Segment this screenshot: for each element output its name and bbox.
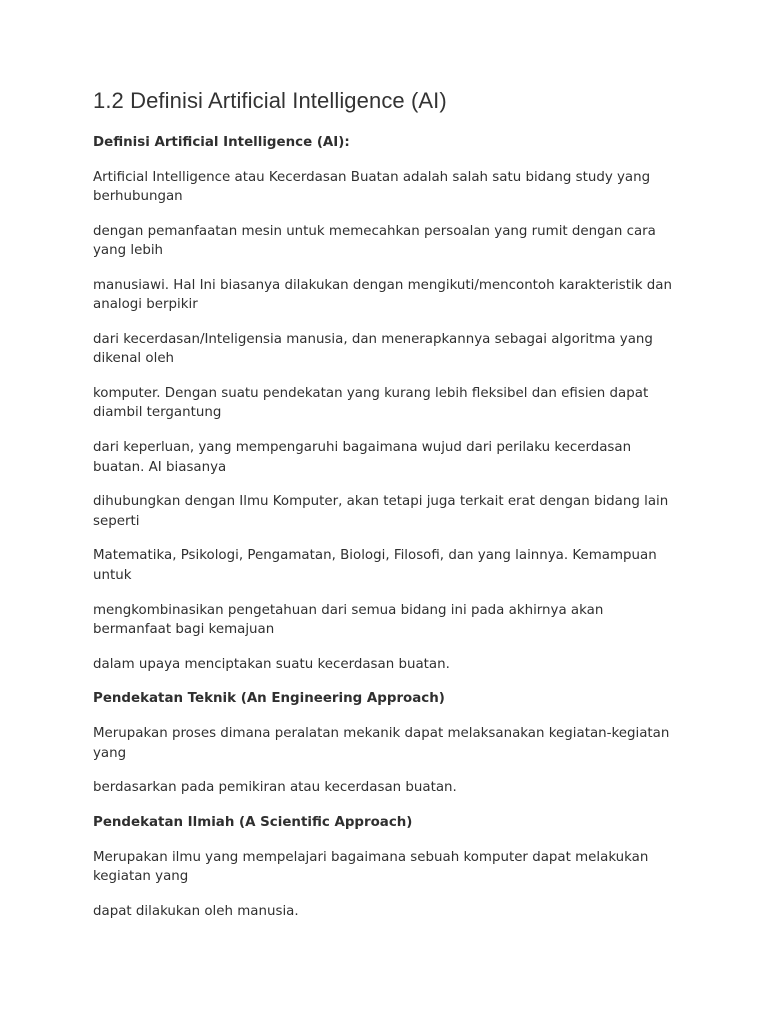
- body-paragraph: dari keperluan, yang mempengaruhi bagaimana wujud dari perilaku kecerdasan buatan. AI biasanya: [93, 440, 632, 475]
- document-page: [93, 86, 683, 937]
- body-paragraph: Merupakan ilmu yang mempelajari bagaimana sebuah komputer dapat melakukan kegiatan yang: [93, 849, 649, 885]
- body-paragraph: manusiawi. Hal Ini biasanya dilakukan dengan mengikuti/mencontoh karakteristik dan analogi berpikir: [93, 277, 672, 313]
- body-paragraph: Artificial Intelligence atau Kecerdasan Buatan adalah salah satu bidang study yang berhubungan: [93, 169, 651, 205]
- body-paragraph: Merupakan proses dimana peralatan mekanik dapat melaksanakan kegiatan-kegiatan yang: [93, 726, 670, 761]
- section-heading-scientific-approach: Pendekatan Ilmiah (A Scientific Approach): [93, 815, 413, 831]
- body-paragraph: komputer. Dengan suatu pendekatan yang kurang lebih fleksibel dan efisien dapat diambil tergantung: [93, 386, 649, 421]
- body-paragraph: dapat dilakukan oleh manusia.: [93, 904, 299, 920]
- body-paragraph: Matematika, Psikologi, Pengamatan, Biologi, Filosofi, dan yang lainnya. Kemampuan untuk: [93, 548, 657, 583]
- body-paragraph: berdasarkan pada pemikiran atau kecerdasan buatan.: [93, 780, 457, 796]
- body-paragraph: mengkombinasikan pengetahuan dari semua bidang ini pada akhirnya akan bermanfaat bagi kemajuan: [93, 602, 604, 637]
- body-paragraph: dengan pemanfaatan mesin untuk memecahkan persoalan yang rumit dengan cara yang lebih: [93, 223, 656, 259]
- body-paragraph: dalam upaya menciptakan suatu kecerdasan buatan.: [93, 656, 450, 672]
- section-heading-definisi: Definisi Artificial Intelligence (AI):: [93, 135, 350, 150]
- page-title: 1.2 Definisi Artificial Intelligence (AI): [93, 88, 447, 113]
- section-heading-engineering-approach: Pendekatan Teknik (An Engineering Approach): [93, 691, 445, 707]
- body-paragraph: dihubungkan dengan Ilmu Komputer, akan tetapi juga terkait erat dengan bidang lain seperti: [93, 494, 669, 529]
- body-paragraph: dari kecerdasan/Inteligensia manusia, dan menerapkannya sebagai algoritma yang dikenal oleh: [93, 332, 653, 367]
